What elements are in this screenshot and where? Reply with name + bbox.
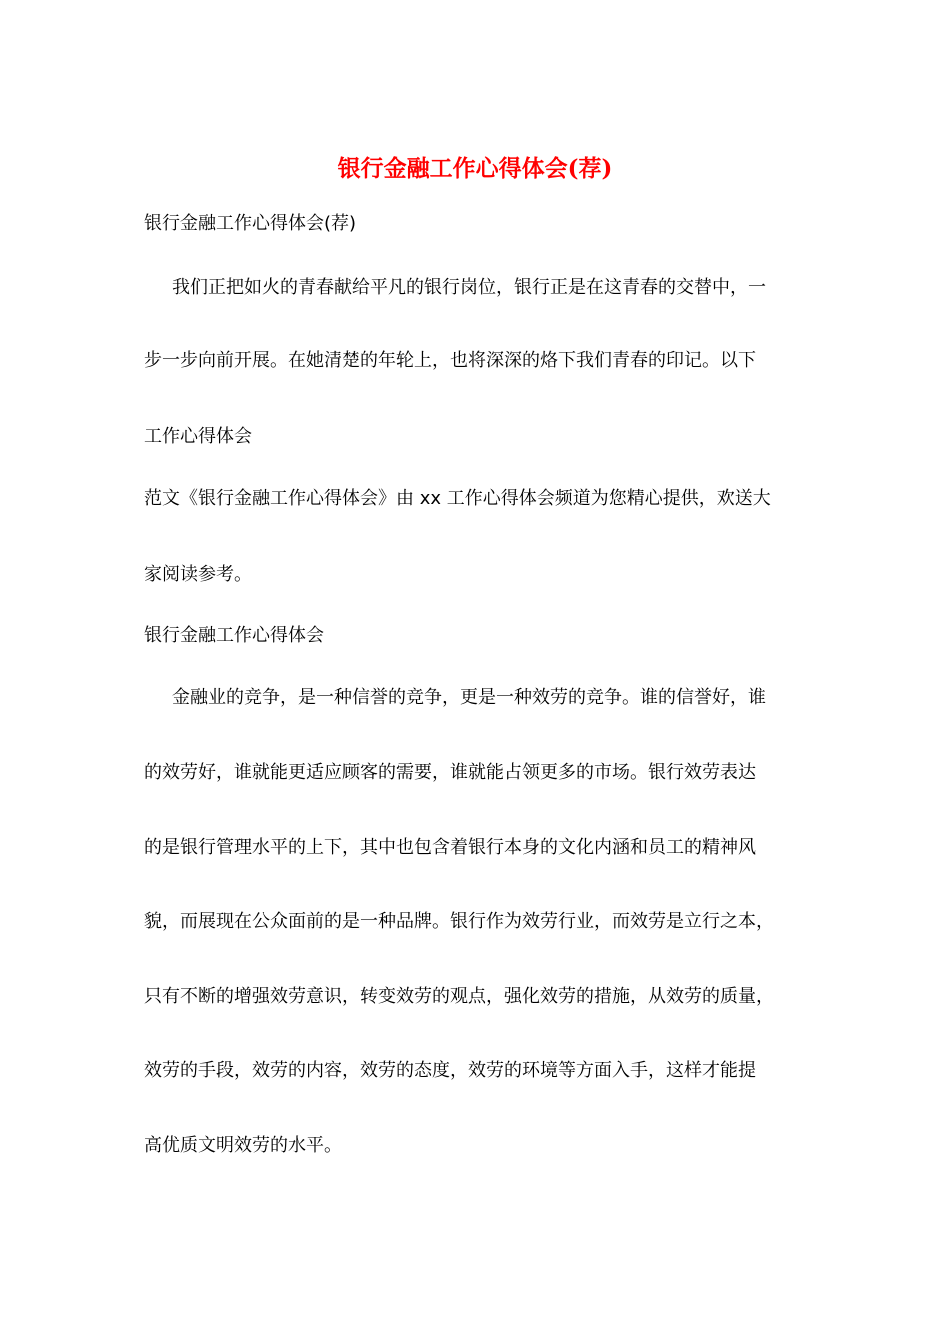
body-line-3: 的是银行管理水平的上下，其中也包含着银行本身的文化内涵和员工的精神风 — [144, 837, 756, 858]
intro-line-5: 家阅读参考。 — [144, 564, 252, 585]
document-subtitle: 银行金融工作心得体会(荐) — [144, 213, 357, 234]
body-line-1: 金融业的竞争，是一种信誉的竞争，更是一种效劳的竞争。谁的信誉好，谁 — [172, 687, 766, 708]
intro-line-2: 步一步向前开展。在她清楚的年轮上，也将深深的烙下我们青春的印记。以下 — [144, 350, 756, 371]
body-line-4: 貌，而展现在公众面前的是一种品牌。银行作为效劳行业，而效劳是立行之本， — [144, 911, 774, 932]
body-line-5: 只有不断的增强效劳意识，转变效劳的观点，强化效劳的措施，从效劳的质量， — [144, 986, 774, 1007]
intro-line-4: 范文《银行金融工作心得体会》由 xx 工作心得体会频道为您精心提供，欢送大 — [144, 488, 771, 509]
document-title: 银行金融工作心得体会(荐) — [337, 155, 613, 182]
intro-line-3: 工作心得体会 — [144, 426, 252, 447]
intro-line-1: 我们正把如火的青春献给平凡的银行岗位，银行正是在这青春的交替中，一 — [172, 277, 766, 298]
body-line-6: 效劳的手段，效劳的内容，效劳的态度，效劳的环境等方面入手，这样才能提 — [144, 1060, 756, 1081]
body-line-2: 的效劳好，谁就能更适应顾客的需要，谁就能占领更多的市场。银行效劳表达 — [144, 762, 756, 783]
body-line-7: 高优质文明效劳的水平。 — [144, 1135, 342, 1156]
section-heading: 银行金融工作心得体会 — [144, 625, 324, 646]
